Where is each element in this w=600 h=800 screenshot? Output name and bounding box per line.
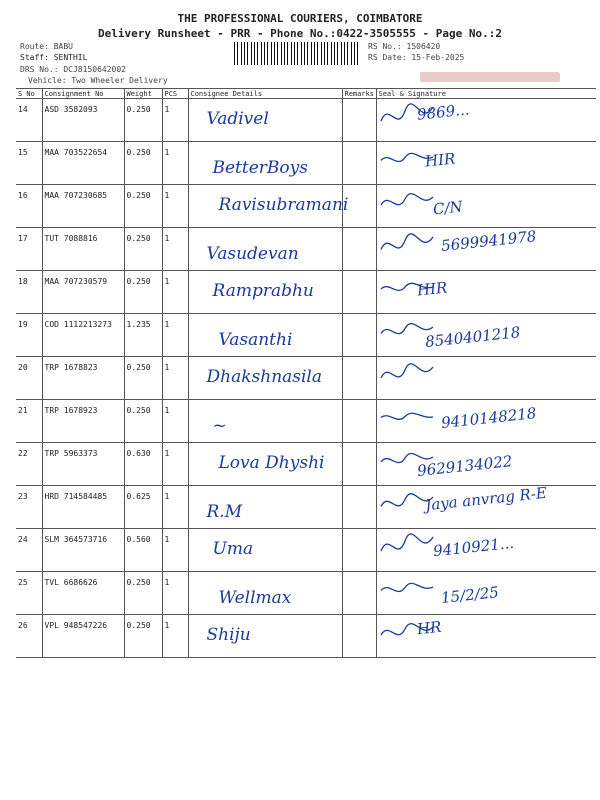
handwritten-consignee: ~: [212, 416, 227, 436]
consignee-cell: [188, 400, 342, 443]
table-row: [16, 443, 596, 486]
table-row: [16, 615, 596, 658]
staff-label: Staff: SENTHIL: [20, 53, 88, 62]
rs-number: RS No.: 1506420: [368, 42, 441, 51]
handwritten-signature: 9869...: [415, 100, 470, 124]
pcs-cell: 1: [162, 486, 188, 529]
sno-cell: 26: [16, 615, 42, 658]
remarks-cell: [342, 400, 376, 443]
signature-scribble: [377, 443, 437, 481]
signature-cell: [376, 99, 596, 142]
sno-cell: 19: [16, 314, 42, 357]
handwritten-consignee: R.M: [206, 502, 243, 522]
col-header-remarks: Remarks: [342, 89, 376, 99]
signature-scribble: [377, 400, 437, 438]
table-row: [16, 99, 596, 142]
weight-cell: 0.560: [124, 529, 162, 572]
weight-cell: 1.235: [124, 314, 162, 357]
remarks-cell: [342, 529, 376, 572]
signature-cell: [376, 271, 596, 314]
col-header-sno: S No: [16, 89, 42, 99]
handwritten-consignee: Vasanthi: [218, 330, 293, 350]
table-row: [16, 400, 596, 443]
barcode-image: [234, 42, 359, 65]
sno-cell: 25: [16, 572, 42, 615]
consignment-cell: TVL 6686626: [42, 572, 124, 615]
signature-cell: [376, 529, 596, 572]
handwritten-consignee: Vasudevan: [206, 244, 299, 264]
signature-cell: [376, 443, 596, 486]
rs-date: RS Date: 15-Feb-2025: [368, 53, 465, 62]
sno-cell: 23: [16, 486, 42, 529]
pcs-cell: 1: [162, 228, 188, 271]
signature-scribble: [377, 529, 437, 567]
remarks-cell: [342, 314, 376, 357]
company-name: THE PROFESSIONAL COURIERS, COIMBATORE: [177, 12, 423, 25]
signature-scribble: [377, 99, 437, 137]
sno-cell: 17: [16, 228, 42, 271]
signature-cell: [376, 142, 596, 185]
signature-cell: [376, 185, 596, 228]
handwritten-consignee: BetterBoys: [212, 158, 308, 178]
consignee-cell: [188, 314, 342, 357]
remarks-cell: [342, 572, 376, 615]
remarks-cell: [342, 271, 376, 314]
signature-cell: [376, 228, 596, 271]
handwritten-consignee: Dhakshnasila: [206, 367, 323, 387]
sno-cell: 15: [16, 142, 42, 185]
runsheet-table: [16, 88, 596, 658]
weight-cell: 0.250: [124, 357, 162, 400]
pcs-cell: 1: [162, 400, 188, 443]
pcs-cell: 1: [162, 443, 188, 486]
sno-cell: 22: [16, 443, 42, 486]
consignment-cell: TRP 1678823: [42, 357, 124, 400]
pcs-cell: 1: [162, 271, 188, 314]
pcs-cell: 1: [162, 314, 188, 357]
col-header-weight: Weight: [124, 89, 162, 99]
weight-cell: 0.250: [124, 400, 162, 443]
handwritten-signature: 5699941978: [439, 227, 537, 255]
consignee-cell: [188, 142, 342, 185]
signature-scribble: [377, 228, 437, 266]
weight-cell: 0.630: [124, 443, 162, 486]
weight-cell: 0.250: [124, 185, 162, 228]
sno-cell: 14: [16, 99, 42, 142]
signature-scribble: [377, 615, 437, 653]
table-row: [16, 228, 596, 271]
handwritten-signature: HIR: [423, 149, 456, 171]
pcs-cell: 1: [162, 572, 188, 615]
handwritten-signature: HIR: [415, 278, 448, 300]
handwritten-consignee: Ravisubramani: [218, 195, 349, 215]
route-label: Route: BABU: [20, 42, 73, 51]
consignment-cell: TUT 7088816: [42, 228, 124, 271]
consignment-cell: COD 1112213273: [42, 314, 124, 357]
consignee-cell: [188, 615, 342, 658]
table-row: [16, 486, 596, 529]
consignee-cell: [188, 185, 349, 228]
handwritten-signature: 15/2/25: [439, 583, 500, 607]
consignment-cell: SLM 364573716: [42, 529, 124, 572]
handwritten-consignee: Uma: [212, 539, 254, 559]
consignee-cell: [188, 99, 342, 142]
signature-cell: [376, 314, 596, 357]
handwritten-consignee: Vadivel: [206, 109, 269, 129]
weight-cell: 0.250: [124, 142, 162, 185]
sno-cell: 21: [16, 400, 42, 443]
col-header-consignee: Consignee Details: [188, 89, 342, 99]
remarks-cell: [342, 615, 376, 658]
consignee-cell: [188, 443, 342, 486]
table-row: [16, 529, 596, 572]
pcs-cell: 1: [162, 99, 188, 142]
pcs-cell: 1: [162, 185, 188, 228]
weight-cell: 0.250: [124, 228, 162, 271]
weight-cell: 0.250: [124, 572, 162, 615]
table-row: [16, 357, 596, 400]
consignment-cell: MAA 707230579: [42, 271, 124, 314]
sno-cell: 16: [16, 185, 42, 228]
remarks-cell: [342, 228, 376, 271]
signature-scribble: [377, 271, 437, 309]
consignment-cell: TRP 1678923: [42, 400, 124, 443]
weight-cell: 0.250: [124, 271, 162, 314]
col-header-consignment: Consignment No: [42, 89, 124, 99]
sno-cell: 24: [16, 529, 42, 572]
consignee-cell: [188, 486, 342, 529]
table-header-row: [16, 89, 596, 99]
handwritten-consignee: Shiju: [206, 625, 251, 645]
handwritten-consignee: Lova Dhyshi: [218, 453, 325, 473]
consignment-cell: MAA 707230685: [42, 185, 124, 228]
consignment-cell: TRP 5963373: [42, 443, 124, 486]
remarks-cell: [342, 142, 376, 185]
pcs-cell: 1: [162, 142, 188, 185]
consignment-cell: MAA 703522654: [42, 142, 124, 185]
signature-cell: [376, 615, 596, 658]
faint-stamp-mark: [420, 68, 560, 86]
vehicle-label: Vehicle: Two Wheeler Delivery: [28, 76, 168, 85]
sno-cell: 18: [16, 271, 42, 314]
remarks-cell: [342, 486, 376, 529]
signature-cell: [376, 572, 596, 615]
handwritten-signature: C/N: [431, 197, 464, 219]
handwritten-consignee: Wellmax: [218, 588, 292, 608]
handwritten-signature: 9410921...: [431, 533, 515, 561]
pcs-cell: 1: [162, 529, 188, 572]
table-row: [16, 572, 596, 615]
signature-cell: [376, 483, 596, 529]
consignment-cell: HRD 714584485: [42, 486, 124, 529]
consignee-cell: [188, 572, 342, 615]
table-row: [16, 314, 596, 357]
remarks-cell: [342, 357, 376, 400]
drs-number: DRS No.: DCJ8150642002: [20, 65, 126, 74]
col-header-pcs: PCS: [162, 89, 188, 99]
signature-cell: [376, 400, 596, 443]
table-row: [16, 185, 596, 228]
signature-cell: [376, 357, 596, 400]
table-row: [16, 142, 596, 185]
table-row: [16, 271, 596, 314]
signature-scribble: [377, 314, 437, 352]
runsheet-title: Delivery Runsheet - PRR - Phone No.:0422-3505555 - Page No.:2: [98, 27, 502, 40]
handwritten-signature: 8540401218: [423, 323, 521, 351]
handwritten-signature: 9629134022: [415, 452, 513, 480]
handwritten-signature: HR: [415, 617, 442, 639]
handwritten-signature: 9410148218: [439, 404, 537, 432]
consignee-cell: [188, 529, 342, 572]
consignee-cell: [188, 271, 342, 314]
remarks-cell: [342, 443, 376, 486]
handwritten-signature: Jaya anvrag R-E: [423, 483, 548, 515]
weight-cell: 0.250: [124, 615, 162, 658]
signature-scribble: [377, 185, 437, 223]
sno-cell: 20: [16, 357, 42, 400]
consignee-cell: [188, 228, 342, 271]
consignee-cell: [188, 357, 342, 400]
consignment-cell: VPL 948547226: [42, 615, 124, 658]
signature-scribble: [377, 572, 437, 610]
pcs-cell: 1: [162, 357, 188, 400]
consignment-cell: ASD 3582093: [42, 99, 124, 142]
signature-scribble: [377, 357, 437, 395]
pcs-cell: 1: [162, 615, 188, 658]
col-header-signature: Seal & Signature: [376, 89, 596, 99]
weight-cell: 0.625: [124, 486, 162, 529]
signature-scribble: [377, 486, 437, 524]
handwritten-consignee: Ramprabhu: [212, 281, 314, 301]
remarks-cell: [342, 99, 376, 142]
weight-cell: 0.250: [124, 99, 162, 142]
remarks-cell: [342, 185, 376, 228]
signature-scribble: [377, 142, 437, 180]
